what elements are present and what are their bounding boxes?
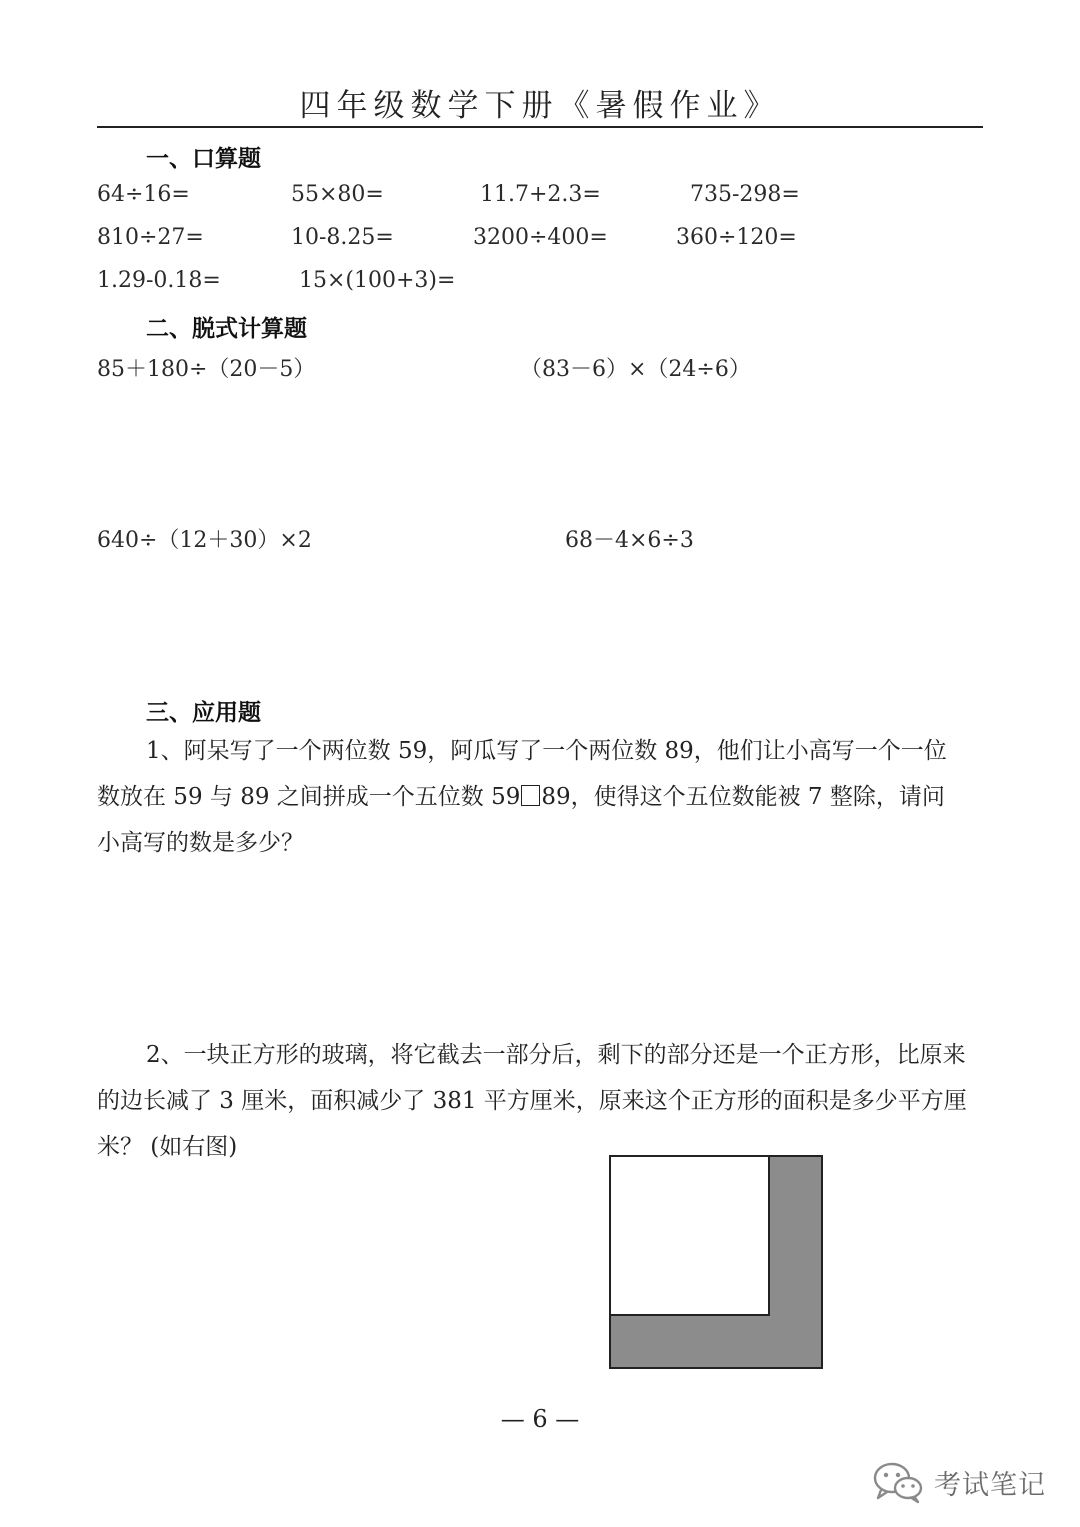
word-problem-2: 2、一块正方形的玻璃，将它截去一部分后，剩下的部分还是一个正方形，比原来的边长减了 3 厘米，面积减少了 381 平方厘米，原来这个正方形的面积是多少平方厘米？ (如右图) [97, 1042, 967, 1160]
watermark [872, 1460, 1046, 1504]
calc-expression: 68－4×6÷3 [565, 528, 694, 553]
calc-expression: 640÷（12＋30）×2 [97, 528, 312, 553]
square-cut-figure-icon [609, 1155, 823, 1369]
oral-problem: 1.29-0.18= [97, 268, 221, 293]
word-problem-1 [97, 728, 967, 866]
page-title: 四年级数学下册《暑假作业》 [299, 88, 781, 124]
oral-problem: 810÷27= [97, 225, 204, 250]
remaining-square [610, 1156, 769, 1315]
oral-problem: 64÷16= [97, 182, 190, 207]
wechat-logo-icon [872, 1460, 924, 1504]
oral-problem: 10-8.25= [291, 225, 394, 250]
section-3-title: 三、应用题 [146, 700, 261, 726]
oral-problem: 55×80= [291, 182, 384, 207]
header-divider [97, 126, 983, 128]
oral-problem: 15×(100+3)= [299, 268, 456, 293]
oral-problem: 3200÷400= [473, 225, 608, 250]
calc-expression: （83－6）×（24÷6） [520, 357, 751, 382]
oral-problem: 360÷120= [676, 225, 797, 250]
word-problem-1-text-b: 89，使得这个五位数能被 7 整除，请问小高写的数是多少？ [97, 784, 945, 856]
page-number: — 6 — [500, 1405, 580, 1433]
oral-problem: 735-298= [690, 182, 800, 207]
word-problem-1-text-a: 1、阿呆写了一个两位数 59，阿瓜写了一个两位数 89，他们让小高写一个一位数放在 59 与 89 之间拼成一个五位数 59 [97, 738, 947, 810]
section-2-title: 二、脱式计算题 [146, 316, 307, 342]
oral-problem: 11.7+2.3= [480, 182, 601, 207]
section-1-title: 一、口算题 [146, 146, 261, 172]
watermark-text: 考试笔记 [934, 1469, 1046, 1501]
blank-box-icon [521, 785, 540, 806]
calc-expression: 85＋180÷（20－5） [97, 357, 316, 382]
